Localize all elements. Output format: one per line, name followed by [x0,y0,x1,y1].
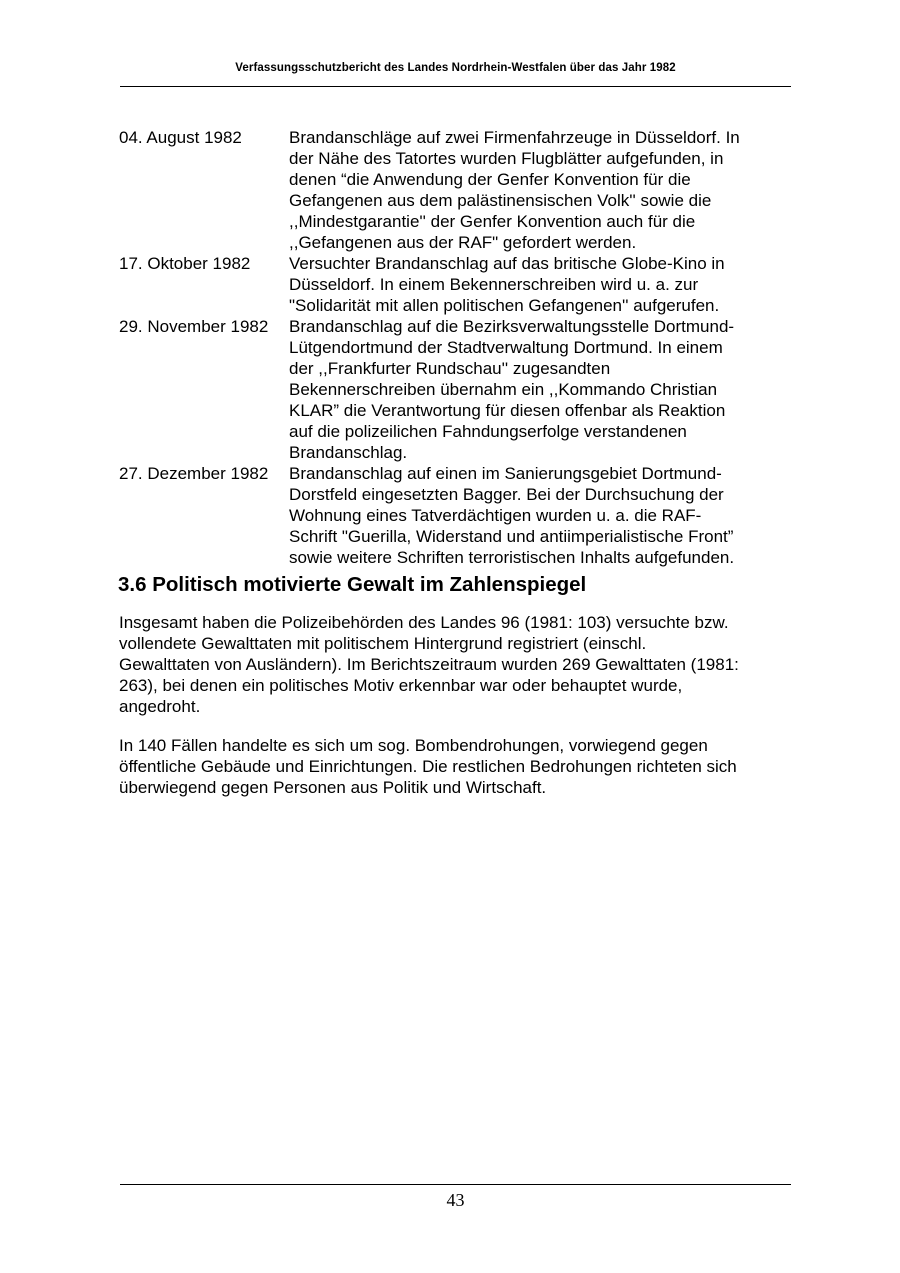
paragraph-line: In 140 Fällen handelte es sich um sog. Bombendrohungen, vorwiegend gegen [119,736,708,755]
entry-date: 27. Dezember 1982 [119,464,269,483]
chronology-entry [119,253,784,316]
entry-line: sowie weitere Schriften terroristischen Inhalts aufgefunden. [289,548,735,567]
entry-description [289,463,784,568]
page-number: 43 [446,1190,465,1210]
paragraph-line: Insgesamt haben die Polizeibehörden des Landes 96 (1981: 103) versuchte bzw. [119,613,729,632]
entry-description [289,316,784,463]
paragraph-line: öffentliche Gebäude und Einrichtungen. Die restlichen Bedrohungen richteten sich [119,757,737,776]
entry-line: Versuchter Brandanschlag auf das britische Globe-Kino in [289,254,725,273]
paragraph-line: angedroht. [119,697,201,716]
chronology-entry [119,463,784,568]
entry-date: 17. Oktober 1982 [119,254,251,273]
entry-date: 04. August 1982 [119,128,242,147]
entry-line: Gefangenen aus dem palästinensischen Volk'' sowie die [289,191,712,210]
chronology-entry [119,127,784,253]
entry-line: ,,Gefangenen aus der RAF" gefordert werden. [289,233,637,252]
entry-line: "Solidarität mit allen politischen Gefangenen'' aufgerufen. [289,296,720,315]
entry-line: der Nähe des Tatortes wurden Flugblätter aufgefunden, in [289,149,724,168]
paragraph-line: überwiegend gegen Personen aus Politik und Wirtschaft. [119,778,547,797]
paragraph-line: Gewalttaten von Ausländern). Im Berichtszeitraum wurden 269 Gewalttaten (1981: [119,655,739,674]
entry-line: Brandanschlag auf die Bezirksverwaltungsstelle Dortmund- [289,317,735,336]
paragraph-line: vollendete Gewalttaten mit politischem Hintergrund registriert (einschl. [119,634,647,653]
entry-line: Bekennerschreiben übernahm ein ,,Kommando Christian [289,380,718,399]
section-heading: 3.6 Politisch motivierte Gewalt im Zahlenspiegel [118,573,587,596]
paragraph-line: 263), bei denen ein politisches Motiv erkennbar war oder behauptet wurde, [119,676,683,695]
footer-divider [120,1184,791,1185]
chronology-list [119,127,784,568]
entry-line: Düsseldorf. In einem Bekennerschreiben wird u. a. zur [289,275,699,294]
entry-line: Wohnung eines Tatverdächtigen wurden u. a. die RAF- [289,506,702,525]
entry-line: auf die polizeilichen Fahndungserfolge verstandenen [289,422,687,441]
header-divider [120,86,791,87]
entry-line: Brandanschläge auf zwei Firmenfahrzeuge in Düsseldorf. In [289,128,740,147]
entry-line: Lütgendortmund der Stadtverwaltung Dortmund. In einem [289,338,723,357]
threats-paragraph [119,735,787,798]
entry-line: Dorstfeld eingesetzten Bagger. Bei der Durchsuchung der [289,485,724,504]
entry-line: Brandanschlag auf einen im Sanierungsgebiet Dortmund- [289,464,722,483]
page-header-title: Verfassungsschutzbericht des Landes Nordrhein-Westfalen über das Jahr 1982 [235,62,676,74]
entry-description [289,127,784,253]
entry-description [289,253,784,316]
chronology-entry [119,316,784,463]
statistics-paragraph [119,612,787,717]
entry-date: 29. November 1982 [119,317,269,336]
entry-line: ,,Mindestgarantie'' der Genfer Konvention auch für die [289,212,696,231]
entry-line: KLAR” die Verantwortung für diesen offenbar als Reaktion [289,401,726,420]
entry-line: denen “die Anwendung der Genfer Konvention für die [289,170,691,189]
entry-line: Schrift "Guerilla, Widerstand und antiimperialistische Front” [289,527,734,546]
entry-line: der ,,Frankfurter Rundschau'' zugesandten [289,359,611,378]
entry-line: Brandanschlag. [289,443,408,462]
